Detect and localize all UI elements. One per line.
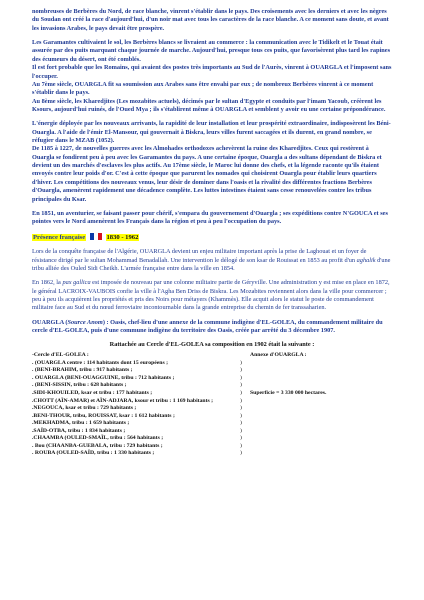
cercle-table [32, 352, 392, 457]
cercle-row-mid: ) [240, 435, 242, 442]
cercle-row-mid: ) [240, 367, 242, 374]
table-row [32, 382, 392, 390]
cercle-row-mid: ) [240, 427, 242, 434]
text-garamantes-trade: Les Garamantes cultivaient le sol, les Berbères blancs se livraient au commerce : la communication avec le Tidikelt et le Touat était assurée par des puits marquant chaque journée de marche. Aujourd'hui, presque tous ces puits, que favorisèrent plus tard les rapines des écumeurs du désert, ont été comblés. [32, 39, 391, 63]
text-8e-siecle: Au 8ème siècle, les Kharedjites (Les mozabites actuels), décimés par le sultan d'Egypte et conduits par l'imam Yacoub, créèrent les Ksours, aujourd'hui ruinés, de l'Oued Mya ; ils s'établirent même à OUARGLA et semblent y avoir eu une certaine prépondérance. [32, 97, 386, 113]
cercle-row-mid: ) [240, 405, 242, 412]
cercle-row-left: .BENI-THOUR, tribu, ROUISSAT, ksar : 1 612 habitants ; [32, 412, 175, 419]
section-heading [32, 233, 392, 243]
text-conquete-1: Lors de la conquête française de l'Algérie, OUARGLA devient un enjeu militaire important après la prise de Laghouat et un foyer de résistance dirigé par le sultan Mohammad Benadallah. Une intervention le délogé de son ksar de Rouissat en 1853 au profit d'un [32, 248, 367, 264]
cercle-row-mid: ) [240, 442, 242, 449]
table-row [32, 405, 392, 413]
cercle-row-mid: ) [240, 359, 242, 366]
cercle-row-left: . (BENI-SISSIN, tribu : 628 habitants ; [32, 382, 127, 389]
cercle-title: Rattachée au Cercle d'EL-GOLEA sa composition en 1902 était la suivante : [109, 341, 315, 349]
cercle-row-left: .SIDI-KHOUILED, ksar et tribu : 177 habitants ; [32, 390, 153, 396]
table-row [32, 390, 392, 398]
cercle-row-left: .NEGOUCA, ksar et tribu : 729 habitants ; [32, 405, 137, 412]
table-row [32, 450, 392, 458]
table-row [32, 420, 392, 428]
cercle-row-right [250, 398, 392, 406]
table-row [32, 428, 392, 436]
cercle-row-right [250, 382, 392, 390]
text-conquete-2: d'une tribu alliée des Ouled Sidi Cheikh. L'armée française entre dans la ville en 1854. [32, 256, 391, 272]
cercle-row-mid: ) [240, 412, 242, 419]
paragraph-kharedjites [32, 120, 392, 204]
cercle-row-mid: ) [240, 390, 242, 396]
cercle-row-right [250, 450, 392, 458]
text-1862-1: En 1862, la [32, 279, 63, 287]
cercle-header-right: Annexe d'OUARGLA : [250, 352, 307, 359]
paragraph-1851: En 1851, un aventurier, se faisant passer pour chérif, s'empara du gouvernement d'Ouargla ; ses expéditions contre N'GOUCA et ses pointes vers le Nord amenèrent les Français dans la région et peu à peu l'occupation du pays. [32, 209, 388, 226]
text-romains: Il est fort probable que les Romains, qui avaient des postes très importants au Sud de l'Aurès, vinrent à OUARGLA et l'imposent sans l'occuper. [32, 64, 392, 80]
cercle-row-left: . (OUARGLA centre : 114 habitants dont 15 européens ; [32, 359, 168, 366]
table-row [32, 398, 392, 406]
text-anom-2: ) : Oasis, chef-lieu d'une annexe de la commune indigène d'EL-GOLEA, du commandement militaire du cercle d'EL-GOLEA, puis d'une commune indigène du territoire des Oasis, créée par arrêté du 3 décembre 1907. [32, 318, 383, 335]
text-aghalik: aghalik [356, 256, 376, 264]
table-row [32, 443, 392, 451]
cercle-row-right [250, 428, 392, 436]
cercle-row-left: .MEKHADMA, tribu : 1 659 habitants ; [32, 420, 130, 427]
french-flag-icon [90, 233, 102, 240]
table-row [32, 435, 392, 443]
text-source-anom: Source Anom [67, 318, 103, 326]
cercle-row-right [250, 435, 392, 443]
text-almohades: De 1185 à 1227, de nouvelles guerres avec les Almohades orthodoxes achevèrent la ruine des Kharedjites. Ceux qui restèrent à Ouargla se fondirent peu à peu avec les Garamantes du pays. A une certaine époque, Ouargla a des sultans dépendant de Biskra et devient un des marchés d'esclaves les plus actifs. Au 17ème siècle, le Maroc lui donne des chefs, et la légende raconte qu'ils étaient envoyés contre leur poids d'or. C'est à cette époque que parurent les nomades qui choisirent Ouargla pour établir leurs quartiers d'hiver. Les compétitions des nouveaux venus, leur désir de dominer dans l'oasis et la rivalité des différentes fractions Berbères d'Ouargla, amenèrent rapidement une décadence complète. Les luttes intestines étaient sans cesse renouvelées contre les tribus principales du Ksar. [32, 145, 382, 203]
paragraph-1862 [32, 279, 392, 312]
cercle-row-left: .CHAAMBA (OULED-SMAÏL, tribu : 564 habitants ; [32, 435, 164, 442]
table-row [32, 413, 392, 421]
text-anom-1: OUARGLA ( [32, 318, 68, 326]
text-1862-2: est imposée de nouveau par une colonne militaire partie de Géryville. Une administration y est mise en place en 1872, le général LACROIX-VAUBOIS confie la ville à l'Agha Ben Driss de Biskra. Les Mozabites reviennent alors dans la ville pour commercer ; peu à peu ils acquièrent les propriétés et pris des Noirs pour métayers (Khammès). Elle acquit alors le statut le poste de commandement militaire face au Sud et du nœud ferroviaire incontournable dans la grande entreprise du chemin de fer transsaharien. [32, 279, 390, 312]
cercle-row-left: .SAÏD-OTBA, tribu : 1 834 habitants ; [32, 427, 126, 434]
superficie-text: Superficie = 3 330 000 hectares. [250, 390, 327, 396]
text-energie: L'énergie déployée par les nouveaux arrivants, la rapidité de leur installation et leur prospérité extraordinaire, indisposèrent les Béni-Ouargla. A l'aide de l'émir El-Mansour, qui gouvernait à Biskra, leurs villes furent saccagées et ils durent, en grand nombre, se réfugier dans le MZAB (1052). [32, 120, 391, 145]
cercle-row-right [250, 367, 392, 375]
cercle-header-row [32, 352, 392, 360]
table-row [32, 367, 392, 375]
text-7e-siecle: Au 7ème siècle, OUARGLA fit sa soumission aux Arabes sans être envahi par eux ; de nombreux Berbères vinrent à ce moment s'établir dans le pays. [32, 80, 374, 97]
cercle-row-right [250, 420, 392, 428]
cercle-row-left: . (BENI-BRAHIM, tribu : 917 habitants ; [32, 367, 133, 374]
cercle-row-left: . ROUBA (OULED-SAÏD, tribu : 1 330 habitants ; [32, 450, 155, 457]
text-pax-gallica: pax gallica [62, 279, 91, 287]
paragraph-race: nombreuses de Berbères du Nord, de race blanche, vinrent s'établir dans le pays. Des croisements avec les derniers et avec les nègres du Soudan ont créé la race d'aujourd'hui, d'un noir mat avec tous les caractères de la race blanche. A ce moment sans doute, et avant les invasions Arabes, le pays devait être prospère. [32, 8, 389, 32]
cercle-row-mid: ) [240, 374, 242, 381]
cercle-row-right [250, 360, 392, 368]
cercle-row-mid: ) [240, 397, 242, 404]
cercle-row-right [250, 413, 392, 421]
cercle-row-mid: ) [240, 420, 242, 427]
paragraph-garamantes [32, 39, 392, 114]
cercle-row-mid: ) [240, 382, 242, 389]
cercle-row-left: .CHOTT (AÏN-AMAR) et AÏN-ADJARA, ksour et tribu : 1 169 habitants ; [32, 397, 213, 404]
cercle-row-left: . OUARGLA (BENI-OUAGGUINE, tribu : 712 habitants ; [32, 374, 175, 381]
cercle-row-right [250, 375, 392, 383]
cercle-row-right [250, 405, 392, 413]
paragraph-anom [32, 319, 392, 336]
cercle-row-left: . Bou (CHAANBA-GUEBALA, tribu : 729 habitants ; [32, 442, 163, 449]
heading-label: Présence française [33, 233, 86, 241]
paragraph-conquete [32, 248, 392, 273]
heading-years: 1830 - 1962 [106, 233, 139, 241]
cercle-row-mid: ) [240, 450, 242, 457]
cercle-header-left: -Cercle d'EL-GOLEA : [32, 352, 89, 359]
cercle-row-right [250, 443, 392, 451]
